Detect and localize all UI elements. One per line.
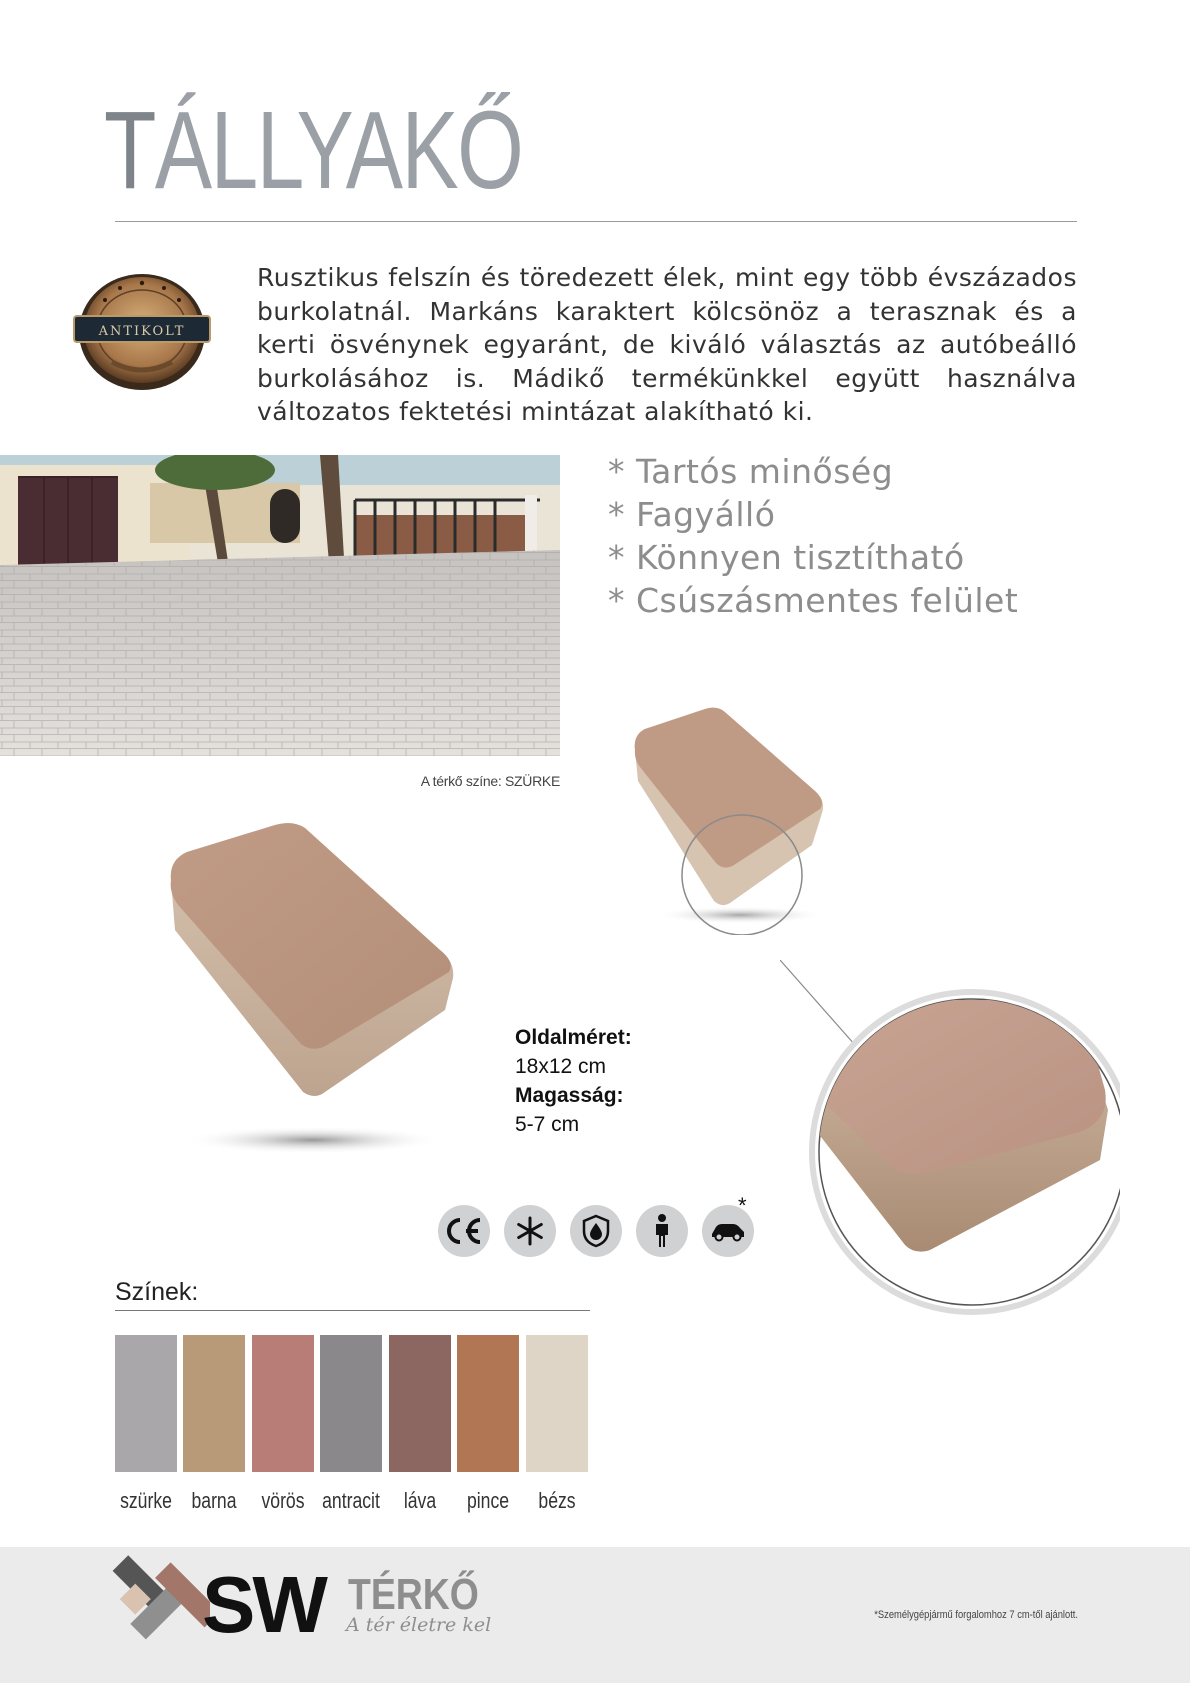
paver-stone-image xyxy=(165,820,500,1170)
logo-tagline: A tér életre kel xyxy=(346,1614,492,1636)
color-label: szürke xyxy=(120,1488,172,1513)
feature-list xyxy=(608,450,1018,622)
color-swatch-voros xyxy=(252,1335,314,1472)
side-size-label: Oldalméret: xyxy=(515,1026,632,1049)
color-swatch-antracit xyxy=(320,1335,382,1472)
paver-stone-small-image xyxy=(630,705,865,935)
logo-sw: SW xyxy=(202,1560,325,1649)
colors-heading: Színek: xyxy=(115,1278,199,1306)
color-label: barna xyxy=(191,1488,237,1513)
dimensions-specs xyxy=(515,1023,632,1139)
height-value: 5-7 cm xyxy=(515,1113,580,1136)
title-rest: ÁLLYAKŐ xyxy=(154,89,523,212)
car-icon-asterisk: * xyxy=(738,1193,747,1218)
title-divider xyxy=(115,221,1077,222)
badge-label: ANTIKOLT xyxy=(98,324,186,339)
pedestrian-icon xyxy=(636,1205,688,1257)
title-first-letter: T xyxy=(104,89,155,212)
antikolt-badge xyxy=(72,266,212,396)
color-label: pince xyxy=(466,1488,510,1513)
color-swatch-barna xyxy=(183,1335,245,1472)
color-label: vörös xyxy=(261,1488,305,1513)
driveway-photo xyxy=(0,455,560,756)
sw-terko-logo-mark xyxy=(110,1540,210,1655)
color-label: láva xyxy=(403,1488,437,1513)
color-label: antracit xyxy=(322,1488,380,1513)
color-swatch-szurke xyxy=(115,1335,177,1472)
color-swatch-lava xyxy=(389,1335,451,1472)
feature-item: * Könnyen tisztítható xyxy=(608,538,965,577)
property-icons xyxy=(438,1193,758,1265)
color-swatch-pince xyxy=(457,1335,519,1472)
footnote: *Személygépjármű forgalomhoz 7 cm-től ajánlott. xyxy=(874,1609,1078,1621)
photo-caption: A térkő színe: SZÜRKE xyxy=(420,773,560,789)
texture-zoom-circle xyxy=(780,960,1120,1340)
snowflake-icon xyxy=(504,1205,556,1257)
color-label: bézs xyxy=(538,1488,576,1513)
feature-item: * Tartós minőség xyxy=(608,452,894,491)
water-drop-shield-icon xyxy=(570,1205,622,1257)
page-title xyxy=(104,89,523,212)
feature-item: * Fagyálló xyxy=(608,495,776,534)
logo-terko: TÉRKŐ xyxy=(348,1570,479,1619)
height-label: Magasság: xyxy=(515,1084,624,1107)
ce-mark-icon xyxy=(438,1205,490,1257)
product-description: Rusztikus felszín és töredezett élek, mint egy több évszázados burkolatnál. Markáns karaktert kölcsönöz a terasznak és a kerti ösvénynek egyaránt, de kiváló választás az autóbeálló burkolásához is. Mádikő termékünkkel együtt használva változatos fektetési mintázat alakítható ki. xyxy=(257,263,1077,426)
color-swatch-bezs xyxy=(526,1335,588,1472)
side-size-value: 18x12 cm xyxy=(515,1055,607,1078)
colors-divider xyxy=(115,1310,590,1311)
feature-item: * Csúszásmentes felület xyxy=(608,581,1019,620)
